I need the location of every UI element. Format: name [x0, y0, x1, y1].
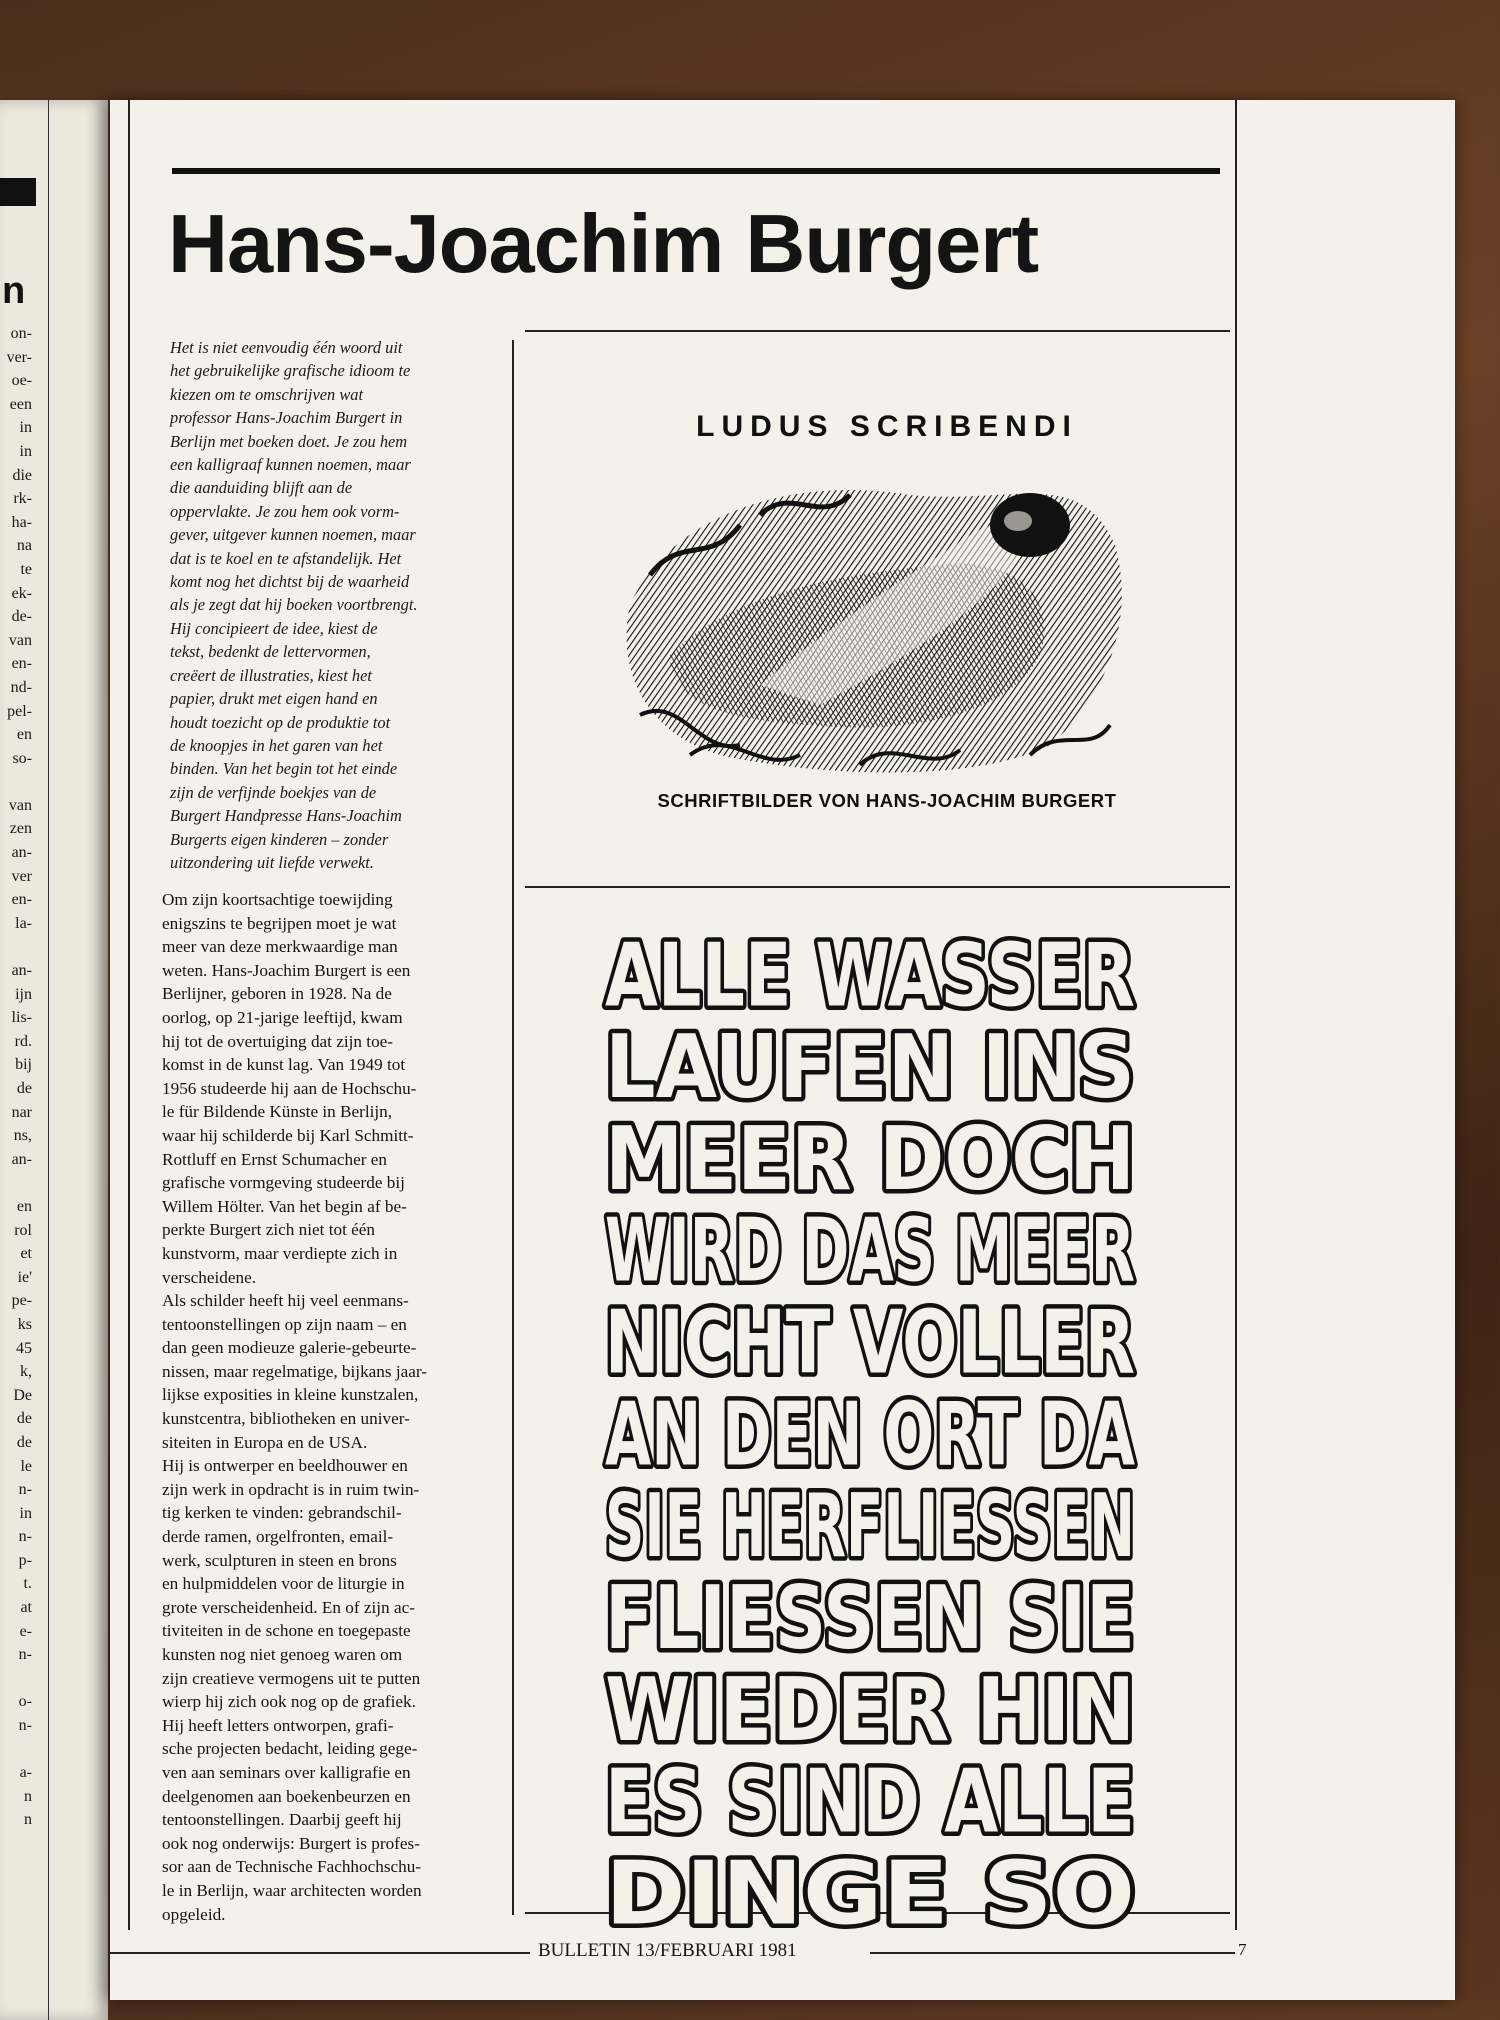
- body-line: en hulpmiddelen voor de liturgie in: [162, 1574, 405, 1594]
- body-line: meer van deze merkwaardige man: [162, 937, 398, 957]
- adjacent-text-fragment: et: [20, 1245, 32, 1263]
- body-line: hij tot de overtuiging dat zijn toe-: [162, 1031, 394, 1051]
- adjacent-text-fragment: van: [8, 631, 32, 649]
- adjacent-text-fragment: n-: [18, 1717, 32, 1735]
- adjacent-text-fragment: in: [19, 419, 32, 437]
- body-line: Berlijner, geboren in 1928. Na de: [162, 984, 392, 1004]
- adjacent-text-fragment: ver-: [6, 348, 32, 366]
- footer-bulletin: BULLETIN 13/FEBRUARI 1981: [538, 1940, 797, 1961]
- intro-line: Burgert Handpresse Hans-Joachim: [170, 806, 402, 826]
- calligraphy-line: NICHT VOLLER: [605, 1291, 1135, 1394]
- body-line: sor aan de Technische Fachhochschu-: [162, 1857, 422, 1877]
- adjacent-text-fragment: p-: [18, 1551, 32, 1569]
- body-line: kunsten nog niet genoeg waren om: [162, 1645, 403, 1664]
- body-line: grote verscheidenheid. En of zijn ac-: [162, 1597, 415, 1617]
- adjacent-text-fragment: n-: [18, 1481, 32, 1499]
- intro-line: Berlijn met boeken doet. Je zou hem: [170, 431, 408, 451]
- intro-line: komt nog het dichtst bij de waarheid: [170, 572, 410, 592]
- body-line: wierp hij zich ook nog op de grafiek.: [162, 1692, 416, 1712]
- body-line: opgeleid.: [162, 1904, 226, 1924]
- body-line: dan geen modieuze galerie-gebeurte-: [162, 1338, 417, 1358]
- body-line: tiviteiten in de schone en toegepaste: [162, 1621, 411, 1641]
- intro-line: professor Hans-Joachim Burgert in: [170, 408, 403, 428]
- body-line: verscheidene.: [162, 1267, 257, 1287]
- intro-line: houdt toezicht op de produktie tot: [170, 712, 391, 732]
- intro-line: kiezen om te omschrijven wat: [170, 384, 363, 404]
- body-line: deelgenomen aan boekenbeurzen en: [162, 1786, 411, 1806]
- adjacent-page-rule: [48, 100, 49, 2020]
- adjacent-text-fragment: zen: [9, 820, 32, 838]
- calligraphy-line: DINGE SO: [605, 1842, 1135, 1945]
- illustration-top-rule: [525, 330, 1230, 332]
- adjacent-text-fragment: le: [20, 1457, 32, 1475]
- adjacent-text-fragment: in: [19, 442, 32, 460]
- body-line: tig kerken te vinden: gebrandschil-: [162, 1503, 402, 1523]
- adjacent-text-fragment: en-: [11, 891, 32, 909]
- body-line: lijkse exposities in kleine kunstzalen,: [162, 1385, 419, 1405]
- adjacent-text-fragment: lis-: [11, 1009, 32, 1027]
- adjacent-text-fragment: rd.: [14, 1032, 32, 1050]
- title-bar: [172, 168, 1220, 174]
- adjacent-text-fragment: an-: [11, 1150, 32, 1168]
- adjacent-text-fragment: nd-: [10, 678, 32, 696]
- adjacent-text-fragment: at: [20, 1599, 32, 1617]
- adjacent-text-fragment: 45: [16, 1339, 32, 1357]
- footer-rule-right: [870, 1952, 1235, 1954]
- intro-line: creëert de illustraties, kiest het: [170, 665, 372, 685]
- body-line: 1956 studeerde hij aan de Hochschu-: [162, 1078, 417, 1098]
- page-number: 7: [1238, 1940, 1247, 1959]
- body-line: Om zijn koortsachtige toewijding: [162, 890, 393, 909]
- intro-line: uitzondering uit liefde verwekt.: [170, 852, 374, 872]
- adjacent-text-fragment: e-: [19, 1622, 32, 1640]
- adjacent-text-fragment: ver: [11, 867, 32, 885]
- intro-line: dat is te koel en te afstandelijk. Het: [170, 548, 402, 568]
- intro-line: gever, uitgever kunnen noemen, maar: [170, 525, 416, 545]
- woodcut-illustration: [610, 455, 1130, 785]
- calligraphy-line: ALLE WASSER: [605, 924, 1135, 1027]
- body-line: nissen, maar regelmatige, bijkans jaar-: [162, 1361, 428, 1381]
- body-line: zijn creatieve vermogens uit te putten: [162, 1668, 421, 1688]
- adjacent-text-fragment: de: [16, 1433, 32, 1451]
- body-line: le für Bildende Künste in Berlijn,: [162, 1102, 393, 1122]
- intro-line: het gebruikelijke grafische idioom te: [170, 361, 411, 381]
- adjacent-text-fragment: pel-: [7, 702, 32, 720]
- calligraphy-line: SIE HERFLIESSEN: [605, 1475, 1135, 1578]
- illustration-caption: SCHRIFTBILDER VON HANS-JOACHIM BURGERT: [657, 790, 1117, 811]
- body-line: perkte Burgert zich niet tot één: [162, 1220, 376, 1240]
- intro-line: als je zegt dat hij boeken voortbrengt.: [170, 595, 418, 615]
- adjacent-text-fragment: bij: [15, 1056, 32, 1074]
- adjacent-text-fragment: n-: [18, 1646, 32, 1664]
- adjacent-text-fragment: de: [16, 1080, 32, 1097]
- body-line: Willem Hölter. Van het begin af be-: [162, 1196, 407, 1216]
- body-line: siteiten in Europa en de USA.: [162, 1432, 368, 1452]
- intro-line: Hij concipieert de idee, kiest de: [170, 618, 378, 638]
- intro-line: die aanduiding blijft aan de: [170, 478, 353, 498]
- intro-line: zijn de verfijnde boekjes van de: [170, 782, 377, 802]
- adjacent-text-fragment: ie': [17, 1268, 32, 1286]
- body-line: Rottluff en Ernst Schumacher en: [162, 1149, 387, 1169]
- body-line: kunstcentra, bibliotheken en univer-: [162, 1409, 410, 1429]
- article-intro: [170, 336, 510, 874]
- calligraphy-line: AN DEN ORT DA: [605, 1383, 1136, 1486]
- calligraphy-line: WIRD DAS MEER: [605, 1199, 1135, 1302]
- body-line: ook nog onderwijs: Burgert is profes-: [162, 1833, 420, 1853]
- adjacent-text-fragment: [0, 770, 32, 794]
- adjacent-text-fragment: oe-: [11, 372, 32, 390]
- calligraphy-artwork: [590, 924, 1150, 1945]
- adjacent-text-fragment: en: [16, 726, 32, 744]
- body-line: Hij heeft letters ontworpen, grafi-: [162, 1715, 394, 1735]
- adjacent-text-fragment: t.: [23, 1575, 32, 1593]
- adjacent-text-fragment: na: [16, 537, 32, 555]
- adjacent-text-fragment: te: [20, 560, 32, 578]
- body-line: komst in de kunst lag. Van 1949 tot: [162, 1055, 406, 1075]
- intro-line: Burgerts eigen kinderen – zonder: [170, 829, 389, 849]
- intro-line: een kalligraaf kunnen noemen, maar: [170, 455, 411, 475]
- adjacent-text-fragment: rol: [14, 1221, 32, 1239]
- adjacent-text-fragment: ijn: [15, 985, 32, 1003]
- adjacent-text-fragment: o-: [18, 1693, 32, 1711]
- adjacent-text-fragment: die: [12, 466, 32, 484]
- body-line: ven aan seminars over kalligrafie en: [162, 1762, 411, 1782]
- intro-line: tekst, bedenkt de lettervormen,: [170, 642, 371, 662]
- adjacent-text-fragment: k,: [20, 1363, 32, 1381]
- adjacent-text-fragment: nar: [11, 1103, 32, 1121]
- adjacent-text-fragment: van: [8, 796, 32, 814]
- intro-line: binden. Van het begin tot het einde: [170, 759, 398, 779]
- adjacent-page-heading-fragment: n: [2, 270, 26, 312]
- adjacent-text-fragment: [0, 1738, 32, 1762]
- adjacent-text-fragment: in: [19, 1504, 32, 1522]
- illustration-title: LUDUS SCRIBENDI: [696, 410, 1078, 443]
- body-line: oorlog, op 21-jarige leeftijd, kwam: [162, 1007, 403, 1027]
- adjacent-text-fragment: [0, 1171, 32, 1195]
- body-line: le in Berlijn, waar architecten worden: [162, 1880, 422, 1900]
- adjacent-text-fragment: een: [9, 395, 32, 413]
- body-line: sche projecten bedacht, leiding gege-: [162, 1739, 418, 1759]
- adjacent-page: [0, 100, 108, 2020]
- adjacent-text-fragment: [0, 935, 32, 959]
- adjacent-text-fragment: n: [24, 1787, 32, 1805]
- intro-line: Het is niet eenvoudig één woord uit: [170, 338, 403, 357]
- adjacent-text-fragment: ha-: [11, 513, 32, 531]
- body-line: grafische vormgeving studeerde bij: [162, 1173, 405, 1193]
- body-line: tentoonstellingen. Daarbij geeft hij: [162, 1810, 402, 1830]
- adjacent-text-fragment: De: [13, 1386, 32, 1404]
- intro-line: papier, drukt met eigen hand en: [170, 689, 378, 709]
- adjacent-text-fragment: so-: [12, 749, 32, 767]
- adjacent-text-fragment: en: [16, 1197, 32, 1215]
- body-line: Hij is ontwerper en beeldhouwer en: [162, 1456, 408, 1476]
- adjacent-text-fragment: a-: [19, 1764, 32, 1782]
- footer-rule-left: [110, 1952, 530, 1954]
- adjacent-text-fragment: rk-: [13, 490, 32, 508]
- body-line: Als schilder heeft hij veel eenmans-: [162, 1291, 409, 1311]
- calligraphy-line: LAUFEN INS: [605, 1016, 1135, 1119]
- body-line: zijn werk in opdracht is in ruim twin-: [162, 1479, 420, 1499]
- adjacent-text-fragment: n-: [18, 1528, 32, 1546]
- adjacent-text-fragment: an-: [11, 844, 32, 862]
- adjacent-text-fragment: [0, 1667, 32, 1691]
- body-line: waar hij schilderde bij Karl Schmitt-: [162, 1125, 414, 1145]
- intro-line: oppervlakte. Je zou hem ook vorm-: [170, 501, 400, 521]
- calligraphy-line: WIEDER HIN: [605, 1658, 1135, 1761]
- adjacent-text-fragment: ns,: [13, 1127, 32, 1145]
- page-frame-left: [128, 100, 130, 1930]
- adjacent-text-fragment: la-: [15, 914, 32, 932]
- body-line: werk, sculpturen in steen en brons: [162, 1550, 397, 1570]
- adjacent-text-fragment: on-: [10, 325, 32, 342]
- magazine-page: [110, 100, 1455, 2000]
- adjacent-page-text-fragments: [0, 322, 32, 1832]
- body-line: kunstvorm, maar verdiepte zich in: [162, 1243, 398, 1263]
- adjacent-text-fragment: ks: [17, 1315, 32, 1333]
- adjacent-text-fragment: de: [16, 1410, 32, 1428]
- calligraphy-line: ES SIND ALLE: [605, 1750, 1135, 1853]
- adjacent-text-fragment: en-: [11, 655, 32, 673]
- calligraphy-line: FLIESSEN SIE: [605, 1567, 1135, 1670]
- illustration-divider-rule: [525, 886, 1230, 888]
- adjacent-text-fragment: de-: [11, 608, 32, 626]
- calligraphy-line: MEER DOCH: [605, 1107, 1135, 1210]
- body-line: enigszins te begrijpen moet je wat: [162, 913, 397, 933]
- adjacent-text-fragment: an-: [11, 962, 32, 980]
- adjacent-text-fragment: ek-: [11, 584, 32, 602]
- page-frame-right: [1235, 100, 1237, 1930]
- adjacent-page-black-bar: [0, 178, 36, 206]
- article-body: [162, 888, 514, 1926]
- adjacent-text-fragment: pe-: [11, 1292, 32, 1310]
- body-line: derde ramen, orgelfronten, email-: [162, 1527, 394, 1547]
- body-line: tentoonstellingen op zijn naam – en: [162, 1314, 407, 1334]
- intro-line: de knoopjes in het garen van het: [170, 735, 383, 755]
- adjacent-text-fragment: n: [24, 1811, 32, 1829]
- body-line: weten. Hans-Joachim Burgert is een: [162, 960, 411, 980]
- article-title: Hans-Joachim Burgert: [168, 197, 1039, 290]
